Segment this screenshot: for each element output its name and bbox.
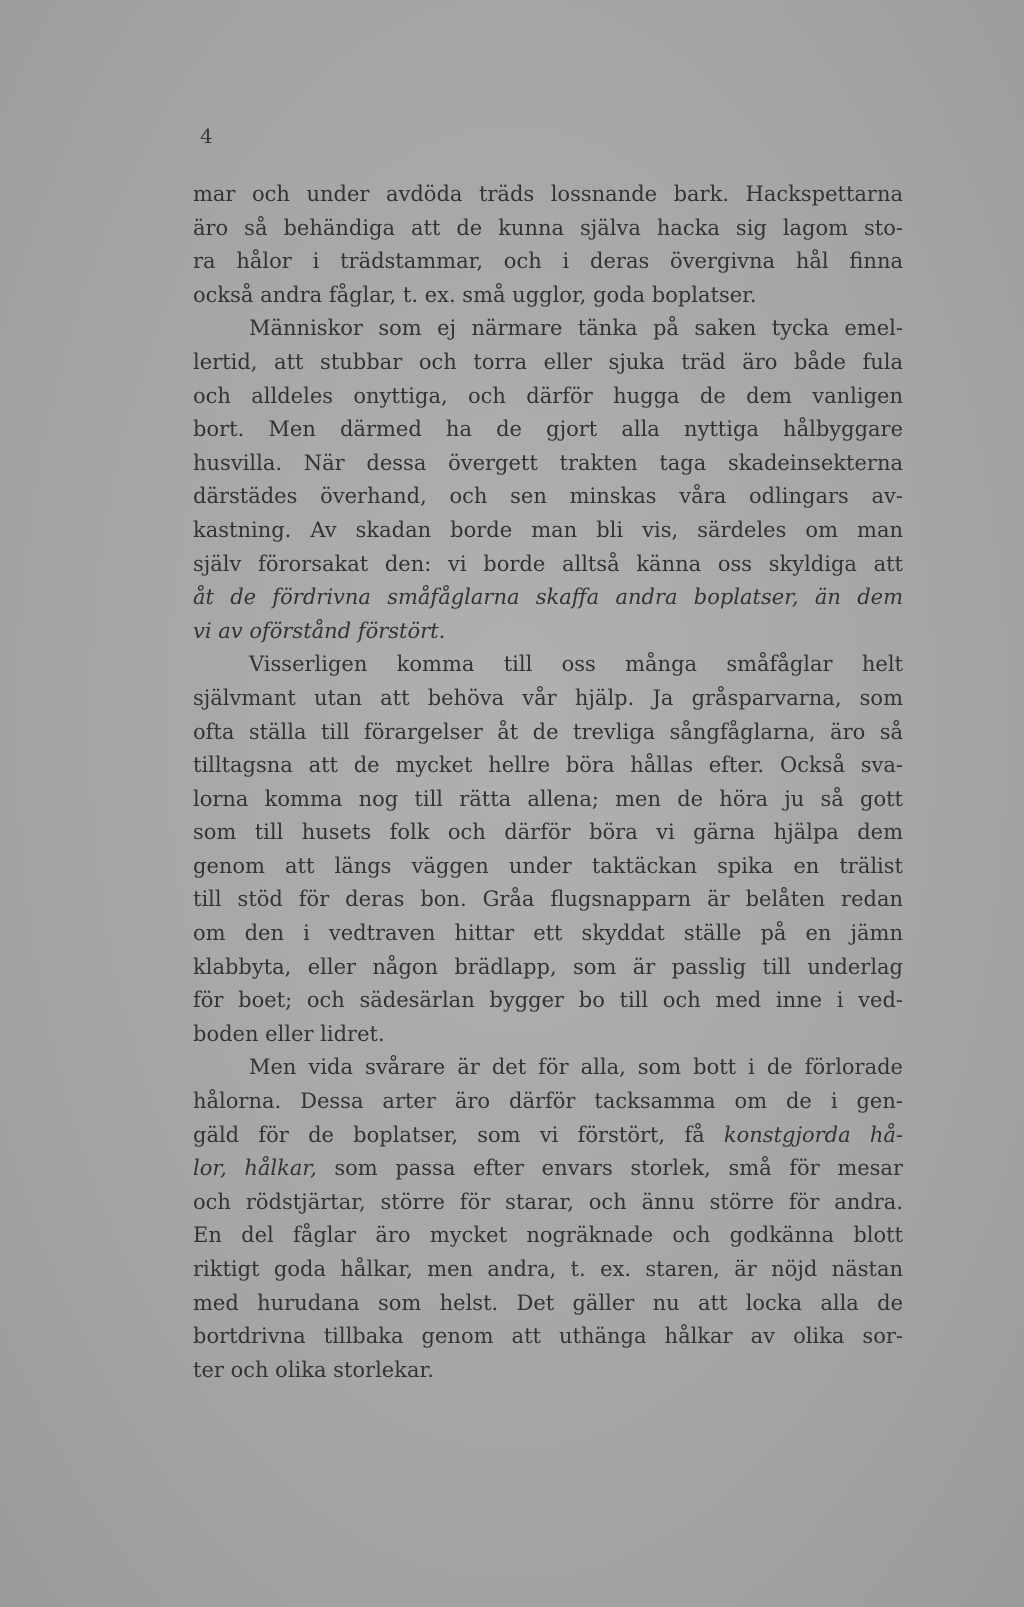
paragraph <box>193 312 903 648</box>
text-run: ra hålor i trädstammar, och i deras övergivna hål finna <box>193 249 903 274</box>
text-run: själv förorsakat den: vi borde alltså känna oss skyldiga att <box>193 551 903 576</box>
text-line <box>193 1051 903 1085</box>
text-run: därstädes överhand, och sen minskas våra odlingars av- <box>193 484 903 509</box>
text-run: med hurudana som helst. Det gäller nu att locka alla de <box>193 1290 903 1315</box>
text-line <box>193 883 903 917</box>
text-line <box>193 1119 903 1153</box>
text-line <box>193 581 903 615</box>
text-run: och rödstjärtar, större för starar, och ännu större för andra. <box>193 1189 903 1214</box>
text-line <box>193 648 903 682</box>
text-line <box>193 816 903 850</box>
text-line <box>193 615 903 649</box>
paragraph <box>193 1051 903 1387</box>
text-run: bortdrivna tillbaka genom att uthänga hålkar av olika sor- <box>193 1324 903 1349</box>
text-line <box>193 312 903 346</box>
text-line <box>193 413 903 447</box>
text-line <box>193 178 903 212</box>
text-run: Människor som ej närmare tänka på saken tycka emel- <box>249 316 903 341</box>
text-run: äro så behändiga att de kunna själva hacka sig lagom sto- <box>193 215 903 240</box>
italic-text-run: konstgjorda hå- <box>723 1122 903 1147</box>
text-run: mar och under avdöda träds lossnande bark. Hackspettarna <box>193 182 903 206</box>
text-line <box>193 1354 903 1388</box>
italic-text-run: vi av oförstånd förstört. <box>193 618 446 643</box>
text-run: självmant utan att behöva vår hjälp. Ja gråsparvarna, som <box>193 685 903 710</box>
text-run: som passa efter envars storlek, små för mesar <box>316 1156 903 1181</box>
italic-text-run: lor, hålkar, <box>193 1156 317 1181</box>
text-run: boden eller lidret. <box>193 1021 385 1046</box>
body-text <box>193 178 903 1387</box>
text-line <box>193 917 903 951</box>
text-line <box>193 212 903 246</box>
text-line <box>193 1287 903 1321</box>
text-run: om den i vedtraven hittar ett skyddat ställe på en jämn <box>193 921 903 946</box>
text-run: ter och olika storlekar. <box>193 1357 434 1382</box>
text-line <box>193 1085 903 1119</box>
text-line <box>193 548 903 582</box>
text-run: lertid, att stubbar och torra eller sjuka träd äro både fula <box>193 349 903 374</box>
text-line <box>193 783 903 817</box>
text-run: ofta ställa till förargelser åt de trevliga sångfåglarna, äro så <box>193 719 903 744</box>
text-line <box>193 1219 903 1253</box>
text-line <box>193 380 903 414</box>
text-run: lorna komma nog till rätta allena; men de höra ju så gott <box>193 786 903 811</box>
text-run: tilltagsna att de mycket hellre böra hållas efter. Också sva- <box>193 753 903 778</box>
text-run: hålorna. Dessa arter äro därför tacksamma om de i gen- <box>193 1089 903 1114</box>
text-run: husvilla. När dessa övergett trakten taga skadeinsekterna <box>193 450 903 475</box>
text-line <box>193 346 903 380</box>
text-run: också andra fåglar, t. ex. små ugglor, goda boplatser. <box>193 282 757 307</box>
text-line <box>193 245 903 279</box>
text-line <box>193 514 903 548</box>
text-line <box>193 1152 903 1186</box>
paragraph <box>193 648 903 1051</box>
text-run: till stöd för deras bon. Gråa flugsnapparn är belåten redan <box>193 887 903 912</box>
text-run: och alldeles onyttiga, och därför hugga de dem vanligen <box>193 383 903 408</box>
text-run: kastning. Av skadan borde man bli vis, särdeles om man <box>193 517 903 542</box>
text-line <box>193 480 903 514</box>
text-line <box>193 850 903 884</box>
text-line <box>193 716 903 750</box>
text-run: Men vida svårare är det för alla, som bott i de förlorade <box>249 1055 903 1080</box>
text-run: En del fåglar äro mycket nogräknade och godkänna blott <box>193 1223 903 1248</box>
text-run: riktigt goda hålkar, men andra, t. ex. staren, är nöjd nästan <box>193 1257 903 1281</box>
text-run: genom att längs väggen under taktäckan spika en trälist <box>193 853 903 878</box>
text-line <box>193 1018 903 1052</box>
text-line <box>193 951 903 985</box>
text-line <box>193 749 903 783</box>
text-run: Visserligen komma till oss många småfåglar helt <box>249 652 903 677</box>
text-line <box>193 447 903 481</box>
text-run: klabbyta, eller någon brädlapp, som är passlig till underlag <box>193 954 903 979</box>
paragraph <box>193 178 903 312</box>
text-line <box>193 279 903 313</box>
text-line <box>193 1253 903 1287</box>
text-run: som till husets folk och därför böra vi gärna hjälpa dem <box>193 820 903 845</box>
text-line <box>193 984 903 1018</box>
text-line <box>193 1186 903 1220</box>
text-line <box>193 1320 903 1354</box>
text-run: bort. Men därmed ha de gjort alla nyttiga hålbyggare <box>193 417 903 442</box>
text-run: för boet; och sädesärlan bygger bo till och med inne i ved- <box>193 988 903 1013</box>
text-line <box>193 682 903 716</box>
page-number: 4 <box>200 124 213 148</box>
text-run: gäld för de boplatser, som vi förstört, få <box>193 1122 724 1147</box>
italic-text-run: åt de fördrivna småfåglarna skaffa andra boplatser, än dem <box>193 585 903 610</box>
